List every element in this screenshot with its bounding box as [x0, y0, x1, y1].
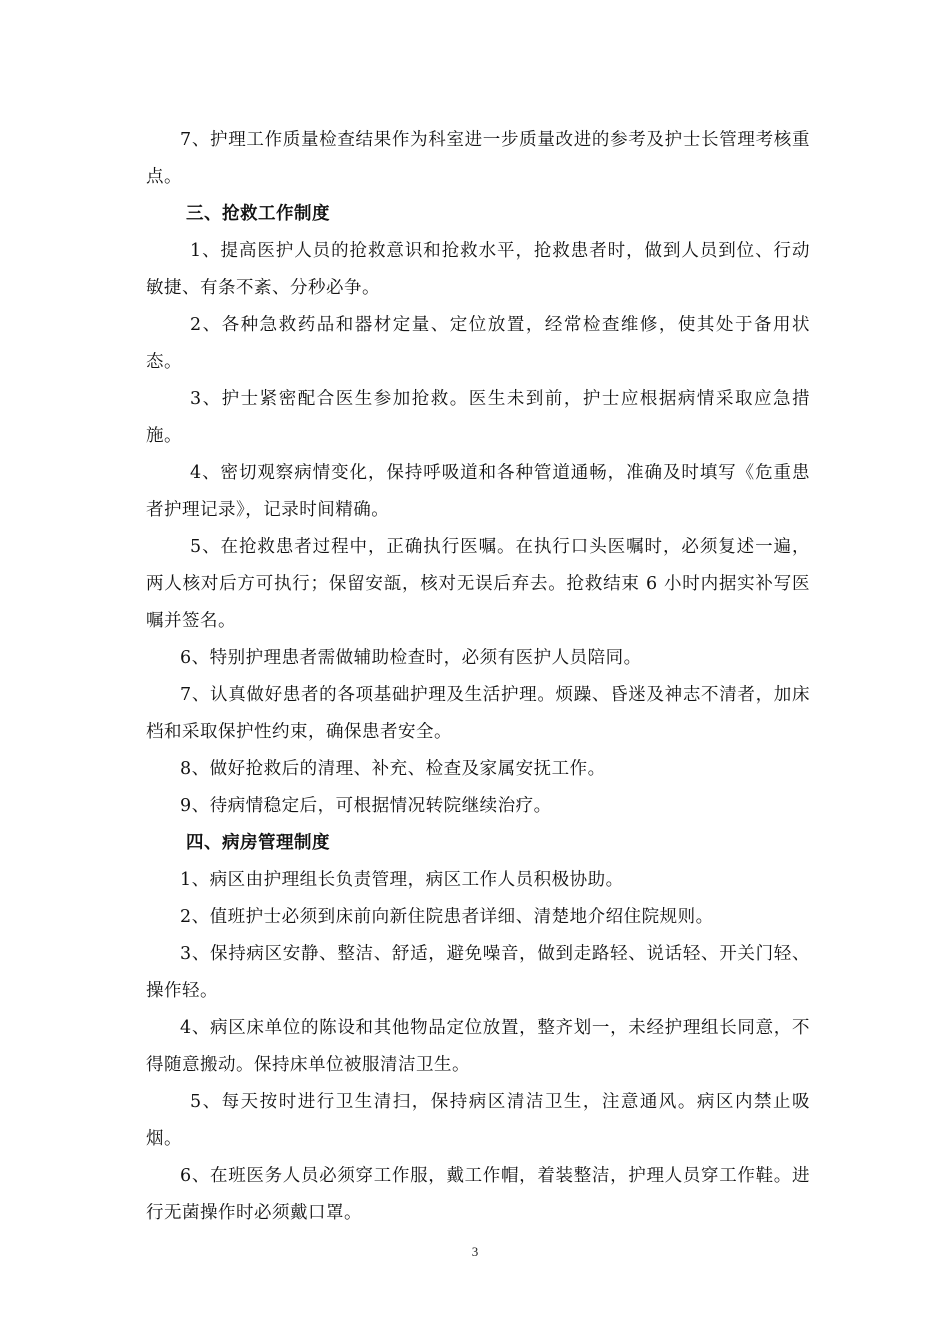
- section-heading: 三、抢救工作制度: [186, 204, 330, 224]
- paragraph: 8、做好抢救后的清理、补充、检查及家属安抚工作。: [180, 759, 606, 779]
- paragraph: 7、认真做好患者的各项基础护理及生活护理。烦躁、昏迷及神志不清者，加床档和采取保护性约束，确保患者安全。: [146, 685, 810, 742]
- paragraph: 5、在抢救患者过程中，正确执行医嘱。在执行口头医嘱时，必须复述一遍，两人核对后方可执行；保留安瓿，核对无误后弃去。抢救结束 6 小时内据实补写医嘱并签名。: [146, 537, 810, 631]
- paragraph: 1、病区由护理组长负责管理，病区工作人员积极协助。: [180, 870, 624, 890]
- paragraph: 9、待病情稳定后，可根据情况转院继续治疗。: [180, 796, 552, 816]
- paragraph: 6、特别护理患者需做辅助检查时，必须有医护人员陪同。: [180, 648, 642, 668]
- document-body: [146, 122, 810, 1232]
- section-heading: 四、病房管理制度: [186, 833, 330, 853]
- paragraph: 3、护士紧密配合医生参加抢救。医生未到前，护士应根据病情采取应急措施。: [146, 389, 810, 446]
- paragraph: 5、每天按时进行卫生清扫，保持病区清洁卫生，注意通风。病区内禁止吸烟。: [146, 1092, 810, 1149]
- paragraph: 2、各种急救药品和器材定量、定位放置，经常检查维修，使其处于备用状态。: [146, 315, 810, 372]
- paragraph: 2、值班护士必须到床前向新住院患者详细、清楚地介绍住院规则。: [180, 907, 714, 927]
- paragraph: 4、密切观察病情变化，保持呼吸道和各种管道通畅，准确及时填写《危重患者护理记录》，记录时间精确。: [146, 463, 810, 520]
- page-number: 3: [471, 1244, 479, 1259]
- paragraph: 1、提高医护人员的抢救意识和抢救水平，抢救患者时，做到人员到位、行动敏捷、有条不紊、分秒必争。: [146, 241, 810, 298]
- paragraph: 3、保持病区安静、整洁、舒适，避免噪音，做到走路轻、说话轻、开关门轻、操作轻。: [146, 944, 810, 1001]
- paragraph: 4、病区床单位的陈设和其他物品定位放置，整齐划一，未经护理组长同意，不得随意搬动。保持床单位被服清洁卫生。: [146, 1018, 810, 1075]
- paragraph: 7、护理工作质量检查结果作为科室进一步质量改进的参考及护士长管理考核重点。: [146, 130, 810, 187]
- paragraph: 6、在班医务人员必须穿工作服，戴工作帽，着装整洁，护理人员穿工作鞋。进行无菌操作时必须戴口罩。: [146, 1166, 810, 1223]
